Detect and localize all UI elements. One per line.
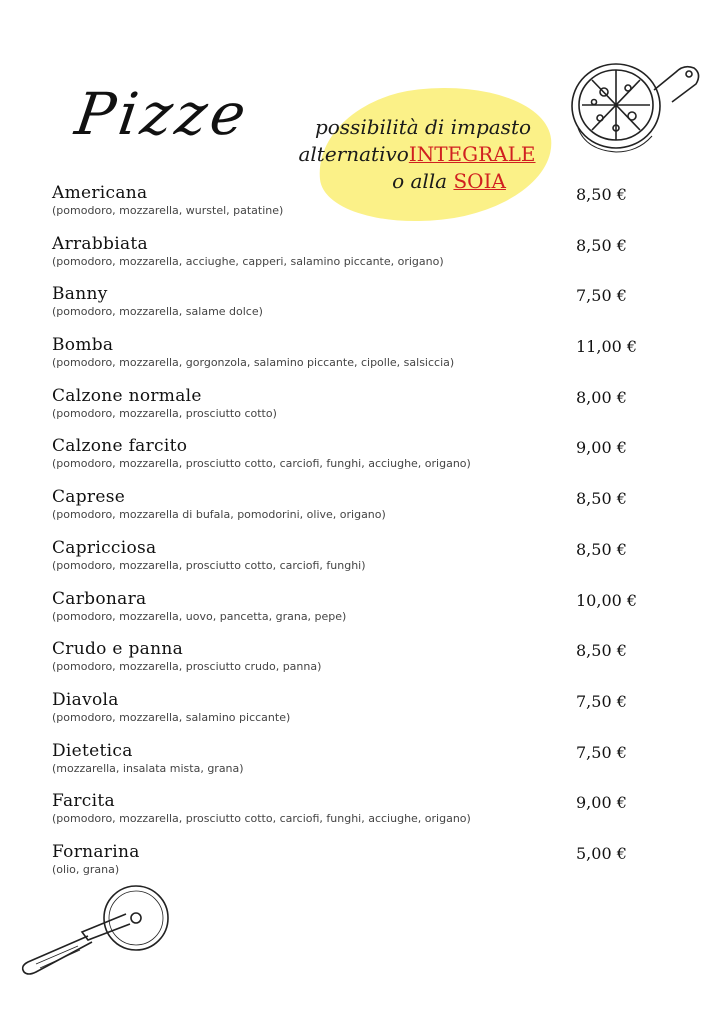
menu-item xyxy=(52,335,652,386)
item-price: 7,50 € xyxy=(576,286,627,306)
item-description: (pomodoro, mozzarella, uovo, pancetta, grana, pepe) xyxy=(52,609,347,623)
notice-line-1: possibilità di impasto xyxy=(314,115,532,139)
item-name: Farcita xyxy=(52,791,115,812)
item-name: Carbonara xyxy=(52,588,147,609)
item-description: (pomodoro, mozzarella, wurstel, patatine) xyxy=(52,204,284,217)
item-description: (olio, grana) xyxy=(52,862,120,876)
notice-line-3-prefix: o alla xyxy=(392,169,448,193)
item-description: (pomodoro, mozzarella, gorgonzola, salamino piccante, cipolle, salsiccia) xyxy=(52,356,455,370)
item-price: 11,00 € xyxy=(576,337,638,357)
item-description: (pomodoro, mozzarella, salame dolce) xyxy=(52,305,263,319)
item-name: Calzone normale xyxy=(52,385,202,406)
menu-item xyxy=(52,386,652,437)
notice-line-2-prefix: alternativo xyxy=(298,142,409,166)
item-name: Bomba xyxy=(52,335,114,356)
item-description: (pomodoro, mozzarella, prosciutto cotto) xyxy=(52,406,277,420)
soia-highlight: SOIA xyxy=(453,169,506,193)
menu-item xyxy=(52,183,652,234)
item-description: (pomodoro, mozzarella, acciughe, capperi, salamino piccante, origano) xyxy=(52,254,444,268)
item-price: 8,50 € xyxy=(576,235,627,255)
item-price: 8,00 € xyxy=(576,387,627,407)
item-name: Banny xyxy=(52,284,108,305)
item-price: 5,00 € xyxy=(576,843,627,863)
item-price: 8,50 € xyxy=(576,185,627,204)
item-description: (pomodoro, mozzarella, prosciutto cotto, carciofi, funghi, acciughe, origano) xyxy=(52,457,471,471)
menu-item xyxy=(52,690,652,741)
notice-line-2 xyxy=(272,141,562,168)
item-name: Capricciosa xyxy=(52,537,157,558)
page-title: Pizze xyxy=(71,80,254,148)
item-price: 8,50 € xyxy=(576,539,627,559)
item-price: 9,00 € xyxy=(576,438,627,458)
item-name: Crudo e panna xyxy=(52,639,184,660)
item-description: (pomodoro, mozzarella, prosciutto cotto, carciofi, funghi) xyxy=(52,558,366,572)
integrale-highlight: INTEGRALE xyxy=(408,142,536,166)
item-price: 7,50 € xyxy=(576,742,627,762)
item-description: (pomodoro, mozzarella, prosciutto crudo, panna) xyxy=(52,660,322,674)
pizza-menu xyxy=(52,183,652,893)
item-name: Americana xyxy=(52,183,148,203)
menu-item xyxy=(52,589,652,640)
menu-item xyxy=(52,436,652,487)
item-name: Calzone farcito xyxy=(52,436,188,457)
menu-item xyxy=(52,639,652,690)
menu-item xyxy=(52,741,652,792)
menu-item xyxy=(52,791,652,842)
menu-item xyxy=(52,234,652,285)
pizza-cutter-icon xyxy=(18,878,178,978)
item-price: 7,50 € xyxy=(576,691,627,711)
item-price: 10,00 € xyxy=(576,590,638,610)
item-description: (pomodoro, mozzarella di bufala, pomodorini, olive, origano) xyxy=(52,508,386,522)
item-name: Diavola xyxy=(52,689,119,710)
item-price: 8,50 € xyxy=(576,489,627,509)
item-name: Fornarina xyxy=(52,841,140,862)
item-name: Arrabbiata xyxy=(52,233,148,254)
item-description: (pomodoro, mozzarella, salamino piccante) xyxy=(52,710,291,724)
menu-item xyxy=(52,284,652,335)
item-description: (pomodoro, mozzarella, prosciutto cotto, carciofi, funghi, acciughe, origano) xyxy=(52,812,471,826)
item-description: (mozzarella, insalata mista, grana) xyxy=(52,761,244,775)
pizza-board-icon xyxy=(568,58,708,168)
item-price: 8,50 € xyxy=(576,641,627,661)
item-price: 9,00 € xyxy=(576,793,627,813)
menu-item xyxy=(52,487,652,538)
item-name: Dietetica xyxy=(52,740,133,761)
menu-item xyxy=(52,538,652,589)
item-name: Caprese xyxy=(52,487,126,508)
